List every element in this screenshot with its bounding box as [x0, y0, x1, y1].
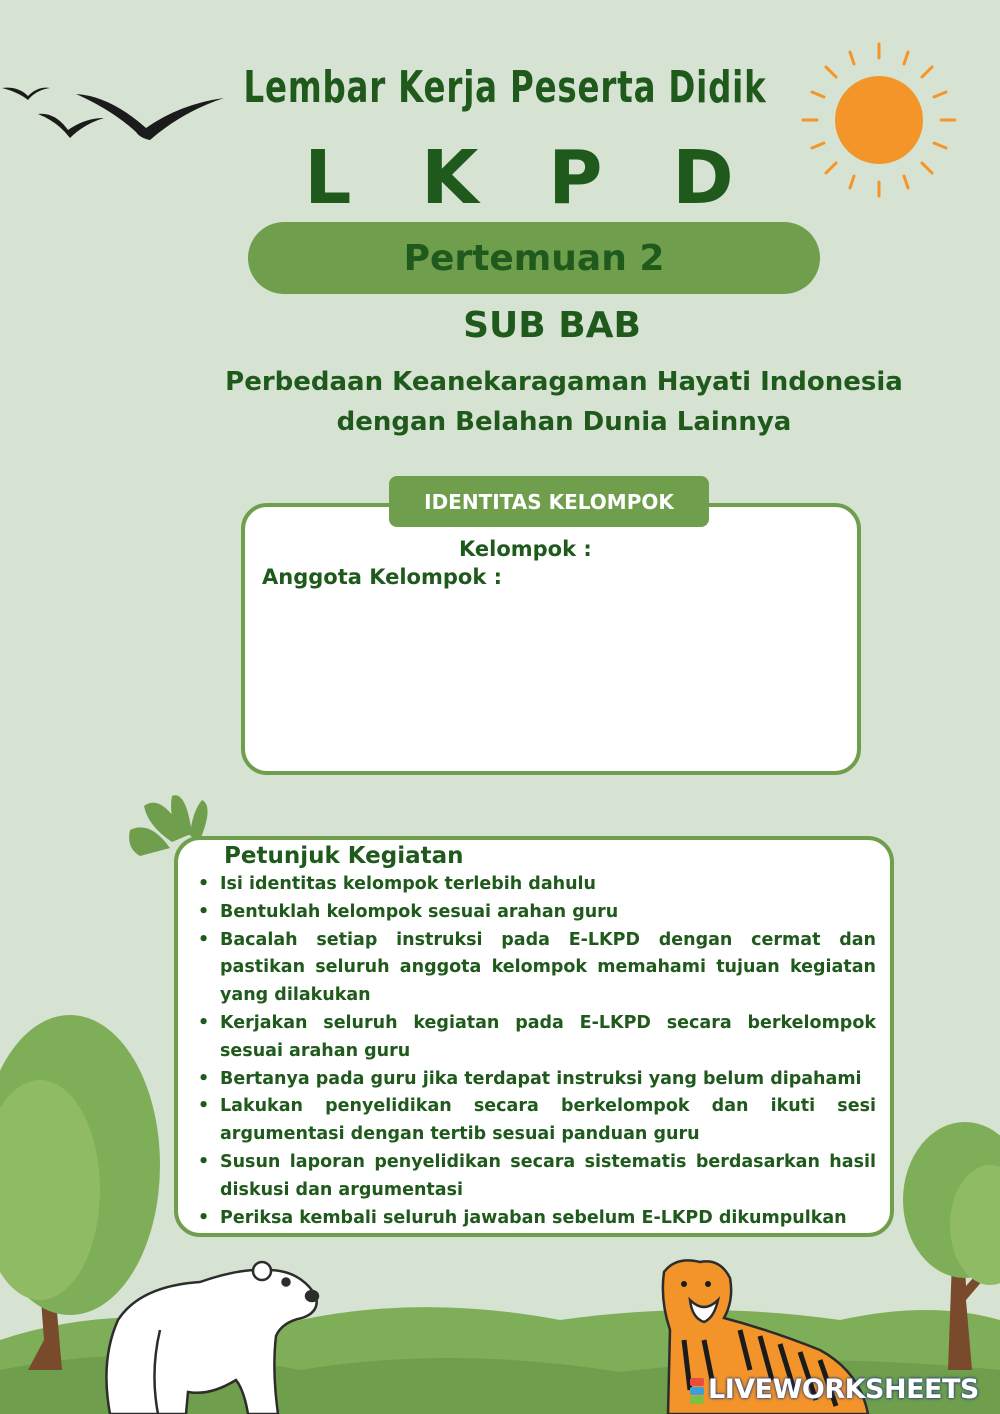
- identity-tab: IDENTITAS KELOMPOK: [389, 476, 709, 527]
- list-item: • Bentuklah kelompok sesuai arahan guru: [196, 899, 876, 927]
- meeting-badge: Pertemuan 2: [248, 222, 820, 294]
- acronym-title: L K P D: [304, 135, 756, 221]
- watermark[interactable]: LIVEWORKSHEETS: [708, 1374, 979, 1405]
- subtitle-line-2: dengan Belahan Dunia Lainnya: [336, 407, 792, 437]
- liveworksheets-logo-icon: [690, 1378, 704, 1404]
- instructions-list: [196, 871, 876, 1232]
- list-item: • Periksa kembali seluruh jawaban sebelum E-LKPD dikumpulkan: [196, 1205, 876, 1233]
- list-item: • Bertanya pada guru jika terdapat instruksi yang belum dipahami: [196, 1066, 876, 1094]
- page-title: Lembar Kerja Peserta Didik: [243, 62, 767, 113]
- group-field-label: Kelompok :: [459, 537, 592, 561]
- subtitle-line-1: Perbedaan Keanekaragaman Hayati Indonesia: [225, 367, 903, 397]
- list-item: • Isi identitas kelompok terlebih dahulu: [196, 871, 876, 899]
- list-item: • Kerjakan seluruh kegiatan pada E-LKPD secara berkelompok sesuai arahan guru: [196, 1010, 876, 1066]
- list-item: • Lakukan penyelidikan secara berkelompok dan ikuti sesi argumentasi dengan tertib sesuai panduan guru: [196, 1093, 876, 1149]
- subtitle: [200, 362, 928, 442]
- section-label: SUB BAB: [463, 305, 641, 346]
- members-field-label: Anggota Kelompok :: [262, 565, 503, 589]
- instructions-heading: Petunjuk Kegiatan: [224, 843, 464, 869]
- list-item: • Bacalah setiap instruksi pada E-LKPD dengan cermat dan pastikan seluruh anggota kelompok memahami tujuan kegiatan yang dilakukan: [196, 927, 876, 1010]
- list-item: • Susun laporan penyelidikan secara sistematis berdasarkan hasil diskusi dan argumentasi: [196, 1149, 876, 1205]
